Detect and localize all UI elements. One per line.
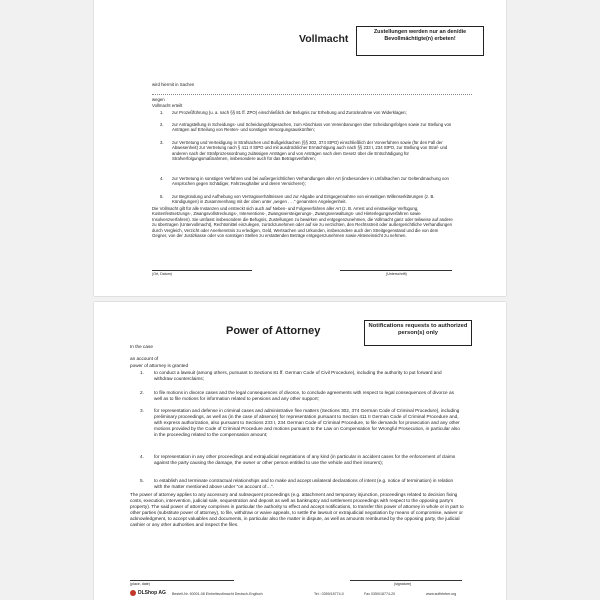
in-case-label: In the case: [130, 344, 153, 349]
account-of-label: an account of: [130, 356, 159, 361]
signature-line: [350, 580, 462, 581]
notice-box: [356, 26, 484, 56]
footer-tel: Tel.: 0359/18774-0: [314, 591, 344, 596]
document-title: Vollmacht: [299, 33, 349, 45]
wegen-label: wegen: [152, 97, 165, 102]
document-sheet-english: Power of Attorney Notifications requests to authorized person(s) only In the case an account of power of attorney is granted 1. to conduct a lawsuit (among others, pursuant to Sections 81 ff. German Code of Civil Procedure), including the authority to put forward and withdraw counterclaims; 2. to file motions in divorce cases and the legal consequences of divorce, to conclude agreements with respect to legal consequences of divorce as well as to file motions for information related to pensions and any other support; 3. for representation and defense in criminal cases and administrative fine matters (Sections 302, 374 German Code of Criminal Procedure), including preliminary proceedings, as well as (in the case of absence) for representation pursuant to Section 411 II German Code of Criminal Procedure and, with express authorization, also pursuant to Sections 233 I, 234 German Code of Criminal Procedure, to file demands for prosecution and any other motions provided by the Code of Criminal Procedure and motions pursuant to the Law on Compensation for Wrongful Prosecution, in particular also in the proceeding related to the compensation amount; 4. for representation in any other proceedings and extrajudicial negotiations of any kind (in particular in accident cases for the enforcement of claims against the party causing the damage, the owner or other person entitled to use the vehicle and their insurers); 5. to establish and terminate contractual relationships and to make and accept unilateral declarations of intent (e.g. notice of termination) in relation with the matter mentioned above under “on account of…”. The power of attorney applies to any accessory and subsequent proceedings (e.g. attachment and temporary injunction, proceedings related to decision fixing costs, execution, intervention, judicial sale, sequestration and deposit as well as bankruptcy and settlement proceedings with respect to the opposing party’s property). The said power of attorney comprises in particular the authority to effect and accept notifications, to transfer this power of attorney in whole or in part to other parties (substitute power of attorney), to file, withdraw or waive appeals, to settle the lawsuit or extrajudicial negotiation by means of compromise, waiver or acknowledgment, to accept valuables and documents, in particular also the matter in dispute, as well as amounts reimbursed by the opposing party, the judicial cashier or any other authorities and inspect the files. (place, date) (signature) DLShop AG Bestell-Nr. 60001-08 Einheitsvollmacht Deutsch-Englisch Tel.: 0359/18774-0 Fax 0359/18774-20 www.suffeleber.org: [94, 302, 506, 600]
brand-logo: [130, 590, 166, 596]
notice-text: Notifications requests to authorized person(s) only: [368, 323, 468, 337]
order-number: Bestell-Nr. 60001-08 Einheitsvollmacht Deutsch-Englisch: [172, 591, 263, 596]
erteilt-label: Vollmacht erteilt: [152, 103, 183, 108]
place-date-line: [152, 270, 252, 271]
body-paragraph: The power of attorney applies to any accessory and subsequent proceedings (e.g. attachment and temporary injunction, proceedings related to decision fixing costs, execution, intervention, judicial sale, sequestration and deposit as well as bankruptcy and settlement proceedings with respect to the opposing party’s property). The said power of attorney comprises in particular the authority to effect and accept notifications, to transfer this power of attorney in whole or in part to other parties (substitute power of attorney), to file, withdraw or waive appeals, to settle the lawsuit or extrajudicial negotiation by means of compromise, waiver or acknowledgment, to accept valuables and documents, in particular also the matter in dispute, as well as amounts reimbursed by the opposing party, the judicial cashier or any other authorities and inspect the files.: [130, 492, 464, 527]
notice-text: Zustellungen werden nur an den/die Bevollmächtigte(n) erbeten!: [373, 29, 467, 42]
place-date-line: [130, 580, 234, 581]
body-paragraph: Die Vollmacht gilt für alle Instanzen und erstreckt sich auch auf Neben- und Folgeverfahren aller Art (z. B. Arrest und einstweilige Verfügung, Kostenfestsetzungs-, Zwangsvollstreckungs-, Interventions-, Zwangsversteigerungs-, Zwangsverwaltungs- und Hinterlegungsverfahren sowie Insolvenzverfahren). Sie umfasst insbesondere die Befugnis, Zustellungen zu bewirken und entgegenzunehmen, die Vollmacht ganz oder teilweise auf andere zu übertragen (Untervollmacht), Rechtsmittel einzulegen, zurückzunehmen oder auf sie zu verzichten, den Rechtsstreit oder außergerichtliche Verhandlungen durch Vergleich, Verzicht oder Anerkenntnis zu erledigen, Geld, Wertsachen und Urkunden, insbesondere auch den Streitgegenstand und die von dem Gegner, von der Justizkasse oder von sonstigen Stellen zu erstattenden Beträge entgegenzunehmen sowie Akteneinsicht zu nehmen.: [152, 206, 453, 239]
brand-name: DLShop AG: [138, 590, 166, 596]
signature-line: [340, 270, 452, 271]
brand-logo-icon: [130, 590, 136, 596]
notice-box: [364, 320, 472, 346]
document-sheet-german: Vollmacht Zustellungen werden nur an den/die Bevollmächtigte(n) erbeten! wird hiermit in Sachen wegen Vollmacht erteilt 1. zur Prozeßführung (u. a. nach §§ 81 ff. ZPO) einschließlich der Befugnis zur Erhebung und Zurücknahme von Widerklagen; 2. zur Antragstellung in Scheidungs- und Scheidungsfolgesachen, zum Abschluss von Vereinbarungen über Scheidungsfolgen sowie zur Stellung von Anträgen auf Erteilung von Renten- und sonstigen Versorgungsauskünften; 3. zur Vertretung und Verteidigung in Strafsachen und Bußgeldsachen (§§ 302, 374 StPO) einschließlich der Vorverfahren sowie (für den Fall der Abwesenheit) zur Vertretung nach § 411 II StPO und mit ausdrücklicher Ermächtigung auch nach §§ 233 I, 234 StPO, zur Stellung von Straf- und anderen nach der Strafprozessordnung zulässigen Anträgen und von Anträgen nach dem Gesetz über die Entschädigung für Strafverfolgungsmaßnahmen, insbesondere auch für das Betragsverfahren; 4. zur Vertretung in sonstigen Verfahren und bei außergerichtlichen Verhandlungen aller Art (insbesondere in Unfallsachen zur Geltendmachung von Ansprüchen gegen Schädiger, Fahrzeughalter und deren Versicherer); 5. zur Begründung und Aufhebung von Vertragsverhältnissen und zur Abgabe und Entgegennahme von einseitigen Willenserklärungen (z. B. Kündigungen) in Zusammenhang mit der oben unter „wegen . . .“ genannten Angelegenheit. Die Vollmacht gilt für alle Instanzen und erstreckt sich auch auf Neben- und Folgeverfahren aller Art (z. B. Arrest und einstweilige Verfügung, Kostenfestsetzungs-, Zwangsvollstreckungs-, Interventions-, Zwangsversteigerungs-, Zwangsverwaltungs- und Hinterlegungsverfahren sowie Insolvenzverfahren). Sie umfasst insbesondere die Befugnis, Zustellungen zu bewirken und entgegenzunehmen, die Vollmacht ganz oder teilweise auf andere zu übertragen (Untervollmacht), Rechtsmittel einzulegen, zurückzunehmen oder auf sie zu verzichten, den Rechtsstreit oder außergerichtliche Verhandlungen durch Vergleich, Verzicht oder Anerkenntnis zu erledigen, Geld, Wertsachen und Urkunden, insbesondere auch den Streitgegenstand und die von dem Gegner, von der Justizkasse oder von sonstigen Stellen zu erstattenden Beträge entgegenzunehmen sowie Akteneinsicht zu nehmen. (Ort, Datum) (Unterschrift): [94, 0, 506, 296]
fill-line: [152, 94, 472, 95]
footer-fax: Fax 0359/18774-20: [364, 591, 396, 596]
granted-label: power of attorney is granted: [130, 363, 189, 368]
in-sachen-label: wird hiermit in Sachen: [152, 82, 195, 87]
footer-web: www.suffeleber.org: [426, 591, 457, 596]
signature-label: (Unterschrift): [386, 272, 407, 276]
signature-label: (signature): [394, 582, 412, 586]
document-title: Power of Attorney: [226, 325, 321, 337]
place-date-label: (Ort, Datum): [152, 272, 172, 276]
place-date-label: (place, date): [130, 582, 150, 586]
